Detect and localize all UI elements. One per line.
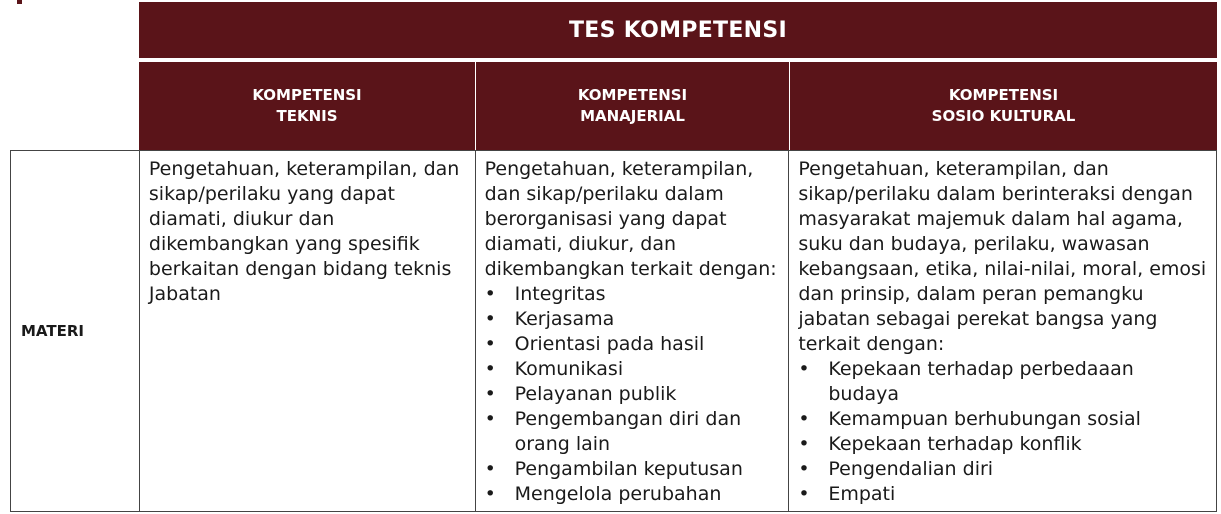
bullet-list bbox=[485, 282, 781, 507]
bullet-icon: • bbox=[798, 358, 810, 380]
list-item-text: Pengendalian diri bbox=[828, 458, 994, 480]
column-header-line1: KOMPETENSI bbox=[577, 86, 688, 104]
list-item-text: Kepekaan terhadap perbedaaan budaya bbox=[828, 358, 1134, 405]
list-item-text: Mengelola perubahan bbox=[514, 483, 722, 505]
bullet-icon: • bbox=[484, 358, 496, 380]
bullet-icon: • bbox=[798, 408, 810, 430]
list-item bbox=[798, 432, 1208, 457]
column-header-line2: SOSIO KULTURAL bbox=[931, 107, 1076, 125]
column-header-line1: KOMPETENSI bbox=[252, 86, 362, 104]
list-item-text: Kepekaan terhadap konflik bbox=[828, 433, 1082, 455]
bullet-icon: • bbox=[484, 483, 496, 505]
column-header-row bbox=[139, 62, 1217, 150]
column-header-line2: MANAJERIAL bbox=[580, 107, 685, 125]
bullet-icon: • bbox=[484, 383, 496, 405]
column-header-line2: TEKNIS bbox=[276, 107, 338, 125]
list-item-text: Empati bbox=[828, 483, 896, 505]
corner-accent bbox=[17, 0, 22, 4]
list-item bbox=[485, 307, 781, 332]
cell-teknis bbox=[140, 151, 476, 511]
bullet-icon: • bbox=[798, 433, 810, 455]
list-item bbox=[798, 357, 1208, 407]
list-item bbox=[485, 357, 781, 382]
list-item bbox=[798, 482, 1208, 507]
list-item bbox=[485, 282, 781, 307]
cell-manajerial bbox=[476, 151, 790, 511]
bullet-icon: • bbox=[798, 458, 810, 480]
list-item-text: Integritas bbox=[514, 283, 606, 305]
bullet-icon: • bbox=[484, 283, 496, 305]
bullet-list bbox=[798, 357, 1208, 507]
bullet-icon: • bbox=[798, 483, 810, 505]
list-item bbox=[485, 482, 781, 507]
column-header-sosio-kultural bbox=[789, 62, 1217, 150]
bullet-icon: • bbox=[484, 408, 496, 430]
list-item bbox=[798, 407, 1208, 432]
cell-text: Pengetahuan, keterampilan, dan sikap/perilaku yang dapat diamati, diukur dan dikembangkan yang spesifik berkaitan dengan bidang teknis Jabatan bbox=[148, 158, 460, 305]
row-label: MATERI bbox=[11, 151, 140, 511]
list-item bbox=[485, 382, 781, 407]
bullet-icon: • bbox=[484, 458, 496, 480]
table-title: TES KOMPETENSI bbox=[139, 2, 1217, 58]
bullet-icon: • bbox=[484, 333, 496, 355]
cell-text: Pengetahuan, keterampilan, dan sikap/perilaku dalam berinteraksi dengan masyarakat majemuk dalam hal agama, suku dan budaya, perilaku, wawasan kebangsaan, etika, nilai-nilai, moral, emosi dan prinsip, dalam peran pemangku jabatan sebagai perekat bangsa yang terkait dengan: bbox=[798, 158, 1207, 355]
bullet-icon: • bbox=[484, 308, 496, 330]
list-item-text: Pelayanan publik bbox=[514, 383, 677, 405]
table-row-materi bbox=[10, 150, 1217, 512]
list-item-text: Kerjasama bbox=[514, 308, 615, 330]
column-header-teknis bbox=[139, 62, 475, 150]
list-item bbox=[798, 457, 1208, 482]
column-header-line1: KOMPETENSI bbox=[948, 86, 1059, 104]
list-item bbox=[485, 407, 781, 457]
list-item-text: Orientasi pada hasil bbox=[514, 333, 705, 355]
list-item-text: Komunikasi bbox=[514, 358, 624, 380]
list-item bbox=[485, 457, 781, 482]
list-item bbox=[485, 332, 781, 357]
cell-text: Pengetahuan, keterampilan, dan sikap/perilaku dalam berorganisasi yang dapat diamati, diukur, dan dikembangkan terkait dengan: bbox=[484, 158, 777, 280]
list-item-text: Pengembangan diri dan orang lain bbox=[514, 408, 742, 455]
cell-sosio-kultural bbox=[789, 151, 1217, 511]
list-item-text: Kemampuan berhubungan sosial bbox=[828, 408, 1141, 430]
list-item-text: Pengambilan keputusan bbox=[514, 458, 743, 480]
column-header-manajerial bbox=[475, 62, 789, 150]
